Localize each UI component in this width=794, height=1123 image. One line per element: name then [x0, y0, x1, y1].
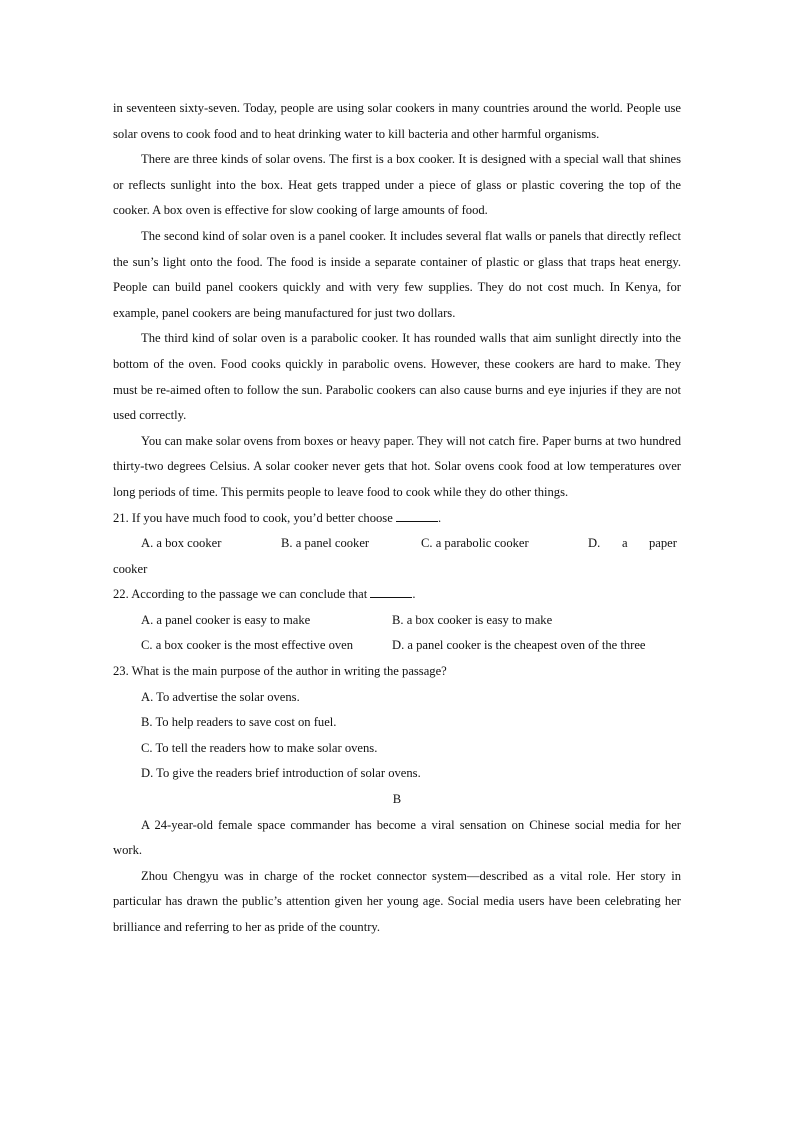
passage-b-paragraph-1: A 24-year-old female space commander has become a viral sensation on Chinese social media for her work.: [113, 817, 681, 858]
question-21-option-b: B. a panel cooker: [281, 536, 370, 551]
passage-b-paragraph-2: Zhou Chengyu was in charge of the rocket connector system—described as a vital role. Her story in particular has drawn the public’s attention given her young age. Social media users have been celebrating her brilliance and referring to her as pride of the country.: [113, 868, 681, 934]
question-23-option-d: D. To give the readers brief introduction of solar ovens.: [141, 766, 421, 781]
passage-a-paragraph-5: You can make solar ovens from boxes or heavy paper. They will not catch fire. Paper burns at two hundred thirty-two degrees Celsius. A solar cooker never gets that hot. Solar ovens cook food at low temperatures over long periods of time. This permits people to leave food to cook while they do other things.: [113, 433, 681, 499]
answer-blank: [396, 509, 438, 522]
question-21-option-d-letter: D.: [588, 536, 601, 551]
question-23-stem: 23. What is the main purpose of the author in writing the passage?: [113, 664, 447, 679]
question-22-stem: 22. According to the passage we can conclude that: [113, 587, 368, 602]
answer-blank: [370, 585, 412, 598]
question-21-stem: 21. If you have much food to cook, you’d better choose: [113, 510, 393, 525]
question-21-options: [113, 531, 681, 582]
question-22: 22. According to the passage we can conclude that .: [113, 587, 416, 602]
question-22-option-c: C. a box cooker is the most effective oven: [141, 638, 354, 653]
question-21-option-d-wrap: cooker: [113, 561, 148, 576]
question-21: 21. If you have much food to cook, you’d better choose .: [113, 510, 442, 525]
question-22-options-row-2: [113, 633, 681, 659]
question-22-option-a: A. a panel cooker is easy to make: [141, 612, 311, 627]
question-22-option-b: B. a box cooker is easy to make: [392, 612, 553, 627]
question-21-option-c: C. a parabolic cooker: [421, 536, 529, 551]
question-21-option-d-word: paper: [649, 536, 677, 551]
question-23: [113, 659, 681, 685]
question-22-options-row-1: [113, 608, 681, 634]
passage-a-paragraph-1: in seventeen sixty-seven. Today, people are using solar cookers in many countries around the world. People use solar ovens to cook food and to heat drinking water to kill bacteria and other harmful organisms.: [113, 101, 681, 141]
passage-a-paragraph-4: The third kind of solar oven is a parabolic cooker. It has rounded walls that aim sunlight directly into the bottom of the oven. Food cooks quickly in parabolic ovens. However, these cookers are hard to make. They must be re-aimed often to follow the sun. Parabolic cookers can also cause burns and eye injuries if they are not used correctly.: [113, 331, 681, 423]
question-23-option-b: B. To help readers to save cost on fuel.: [141, 715, 337, 730]
question-21-option-a: A. a box cooker: [141, 536, 222, 551]
section-b-heading: B: [392, 792, 402, 807]
question-21-option-d-word: a: [622, 536, 628, 551]
question-22-option-d: D. a panel cooker is the cheapest oven of the three: [392, 638, 646, 653]
exam-page: [113, 96, 681, 941]
passage-a-paragraph-3: The second kind of solar oven is a panel cooker. It includes several flat walls or panels that directly reflect the sun’s light onto the food. The food is inside a separate container of plastic or glass that traps heat energy. People can build panel cookers quickly and with very few supplies. They do not cost much. In Kenya, for example, panel cookers are being manufactured for just two dollars.: [113, 228, 681, 320]
question-23-option-a: A. To advertise the solar ovens.: [141, 689, 300, 704]
passage-a-paragraph-2: There are three kinds of solar ovens. The first is a box cooker. It is designed with a special wall that shines or reflects sunlight into the box. Heat gets trapped under a piece of glass or plastic covering the top of the cooker. A box oven is effective for slow cooking of large amounts of food.: [113, 152, 681, 218]
question-23-option-c: C. To tell the readers how to make solar ovens.: [141, 740, 378, 755]
